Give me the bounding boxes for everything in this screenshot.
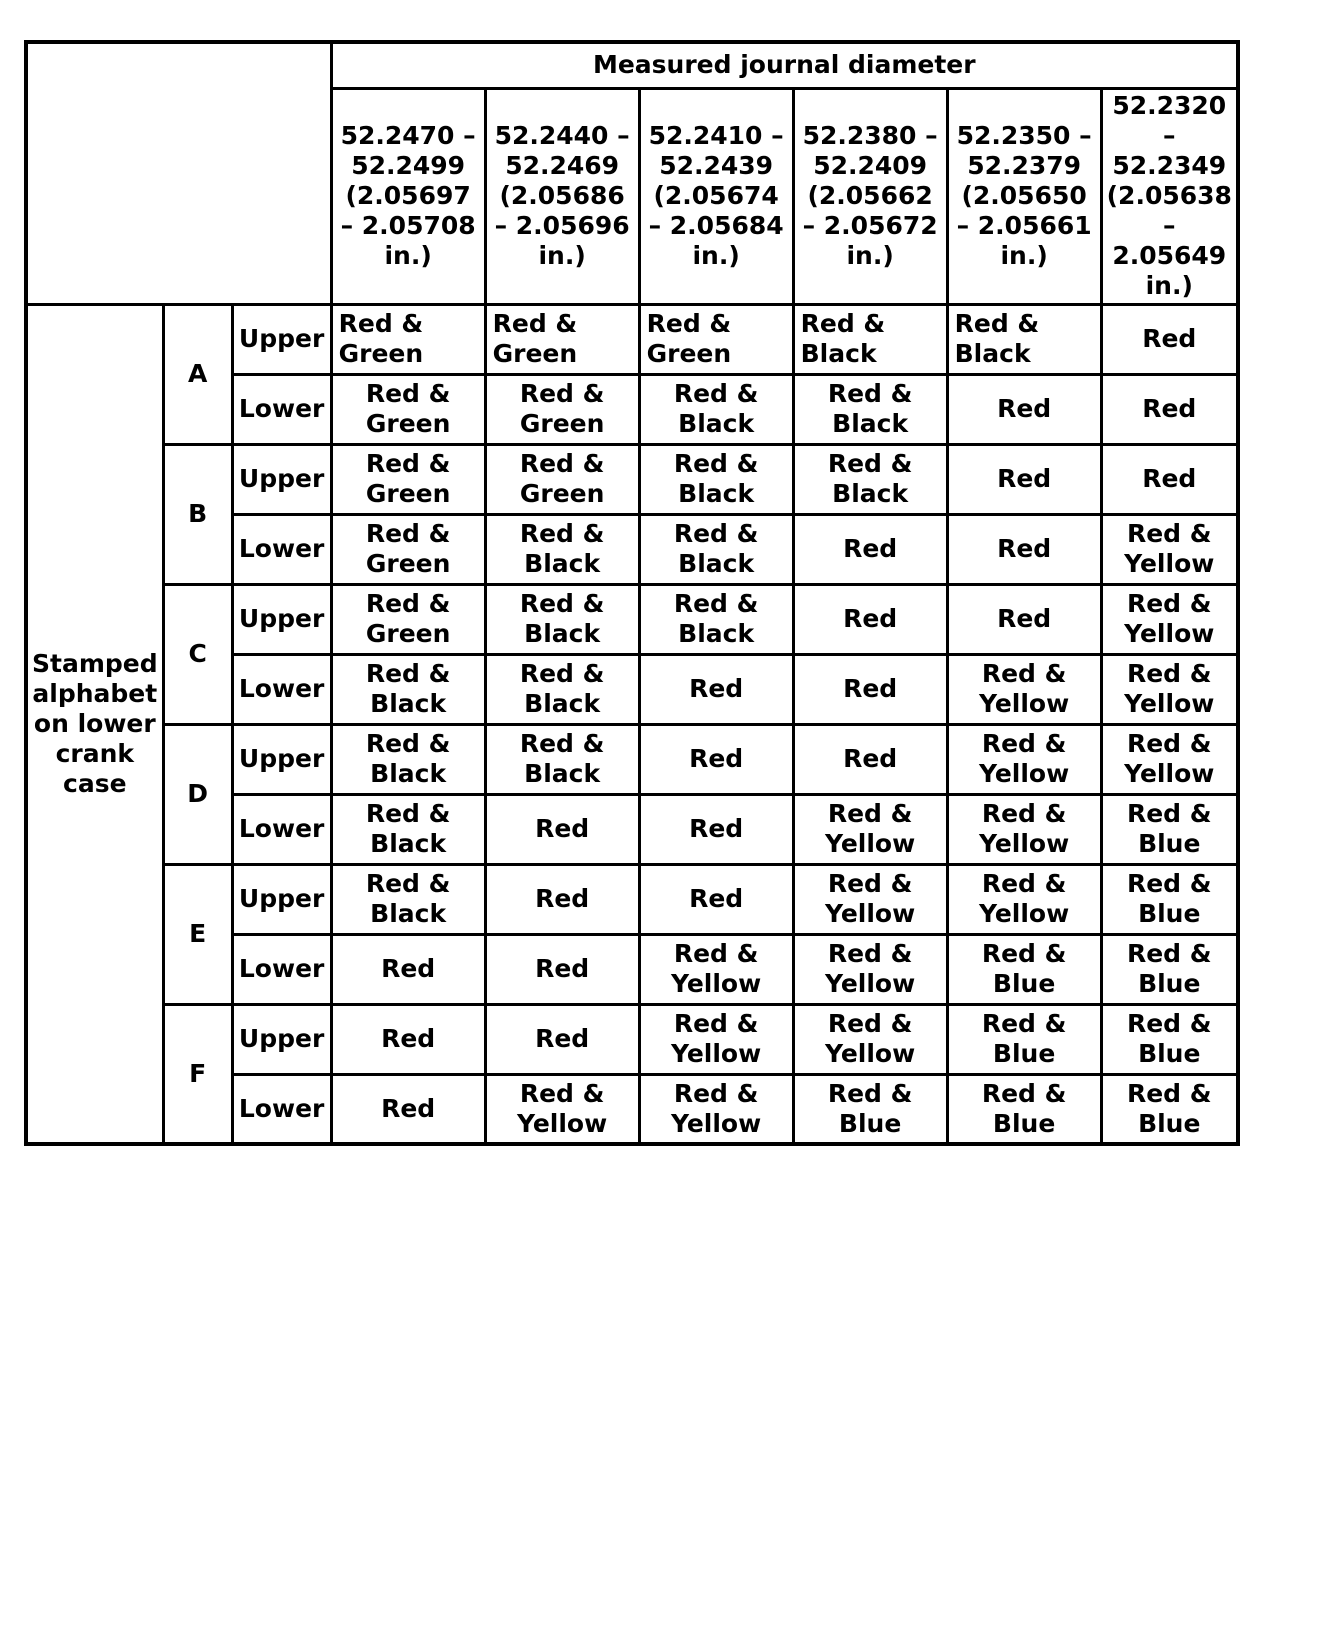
bearing-color-cell: Red & Blue bbox=[947, 1074, 1101, 1144]
bearing-color-cell: Red bbox=[331, 1074, 485, 1144]
bearing-position-cell: Lower bbox=[232, 374, 331, 444]
bearing-color-cell: Red bbox=[331, 934, 485, 1004]
bearing-color-cell: Red bbox=[1101, 444, 1238, 514]
bearing-color-cell: Red & Yellow bbox=[793, 934, 947, 1004]
bearing-color-cell: Red & Yellow bbox=[639, 934, 793, 1004]
bearing-color-cell: Red bbox=[331, 1004, 485, 1074]
bearing-color-cell: Red bbox=[947, 374, 1101, 444]
bearing-color-cell: Red bbox=[485, 934, 639, 1004]
bearing-color-cell: Red & Black bbox=[639, 514, 793, 584]
bearing-color-cell: Red & Green bbox=[331, 584, 485, 654]
bearing-color-cell: Red bbox=[639, 864, 793, 934]
bearing-color-cell: Red & Black bbox=[793, 304, 947, 374]
bearing-color-cell: Red & Blue bbox=[947, 1004, 1101, 1074]
bearing-color-cell: Red bbox=[485, 794, 639, 864]
bearing-color-cell: Red bbox=[485, 864, 639, 934]
bearing-color-cell: Red bbox=[793, 584, 947, 654]
bearing-position-cell: Upper bbox=[232, 1004, 331, 1074]
bearing-color-cell: Red & Green bbox=[639, 304, 793, 374]
bearing-color-cell: Red & Green bbox=[331, 374, 485, 444]
alphabet-letter-cell: C bbox=[163, 584, 232, 724]
bearing-color-cell: Red & Black bbox=[639, 374, 793, 444]
bearing-color-cell: Red & Green bbox=[485, 304, 639, 374]
bearing-color-cell: Red & Blue bbox=[947, 934, 1101, 1004]
bearing-color-cell: Red bbox=[947, 514, 1101, 584]
bearing-color-cell: Red & Black bbox=[639, 584, 793, 654]
bearing-color-cell: Red & Yellow bbox=[485, 1074, 639, 1144]
bearing-color-cell: Red & Black bbox=[639, 444, 793, 514]
diameter-column-header: 52.2320 – 52.2349 (2.05638 – 2.05649 in.) bbox=[1101, 88, 1238, 304]
diameter-column-header: 52.2380 – 52.2409 (2.05662 – 2.05672 in.) bbox=[793, 88, 947, 304]
bearing-position-cell: Upper bbox=[232, 304, 331, 374]
bearing-position-cell: Lower bbox=[232, 934, 331, 1004]
bearing-color-cell: Red bbox=[639, 794, 793, 864]
bearing-position-cell: Upper bbox=[232, 584, 331, 654]
bearing-color-cell: Red & Blue bbox=[793, 1074, 947, 1144]
bearing-color-cell: Red & Black bbox=[485, 514, 639, 584]
table-row bbox=[26, 304, 1238, 374]
diameter-column-header: 52.2410 – 52.2439 (2.05674 – 2.05684 in.) bbox=[639, 88, 793, 304]
bearing-color-cell: Red & Black bbox=[485, 584, 639, 654]
bearing-color-cell: Red bbox=[793, 724, 947, 794]
alphabet-letter-cell: E bbox=[163, 864, 232, 1004]
bearing-color-cell: Red & Yellow bbox=[1101, 724, 1238, 794]
measured-journal-diameter-header: Measured journal diameter bbox=[331, 42, 1238, 88]
bearing-color-cell: Red & Yellow bbox=[1101, 654, 1238, 724]
bearing-position-cell: Lower bbox=[232, 1074, 331, 1144]
bearing-color-cell: Red & Black bbox=[793, 374, 947, 444]
table-row bbox=[26, 584, 1238, 654]
alphabet-letter-cell: B bbox=[163, 444, 232, 584]
bearing-color-cell: Red & Yellow bbox=[793, 794, 947, 864]
bearing-position-cell: Lower bbox=[232, 794, 331, 864]
bearing-selection-table bbox=[24, 40, 1240, 1146]
stamped-alphabet-row-header: Stamped alphabet on lower crank case bbox=[26, 304, 163, 1144]
bearing-color-cell: Red & Green bbox=[331, 304, 485, 374]
bearing-color-cell: Red & Yellow bbox=[947, 724, 1101, 794]
bearing-position-cell: Upper bbox=[232, 724, 331, 794]
table-row bbox=[26, 724, 1238, 794]
bearing-color-cell: Red & Blue bbox=[1101, 864, 1238, 934]
bearing-color-cell: Red & Yellow bbox=[1101, 584, 1238, 654]
bearing-color-cell: Red bbox=[1101, 304, 1238, 374]
bearing-color-cell: Red & Black bbox=[793, 444, 947, 514]
bearing-color-cell: Red bbox=[639, 654, 793, 724]
table-row bbox=[26, 864, 1238, 934]
blank-corner-cell bbox=[26, 42, 331, 304]
bearing-position-cell: Lower bbox=[232, 654, 331, 724]
bearing-color-cell: Red & Blue bbox=[1101, 794, 1238, 864]
bearing-color-cell: Red & Black bbox=[331, 864, 485, 934]
bearing-color-cell: Red & Blue bbox=[1101, 1004, 1238, 1074]
alphabet-letter-cell: F bbox=[163, 1004, 232, 1144]
diameter-column-header: 52.2440 – 52.2469 (2.05686 – 2.05696 in.) bbox=[485, 88, 639, 304]
bearing-color-cell: Red & Black bbox=[485, 724, 639, 794]
diameter-column-header: 52.2470 – 52.2499 (2.05697 – 2.05708 in.) bbox=[331, 88, 485, 304]
bearing-position-cell: Lower bbox=[232, 514, 331, 584]
bearing-color-cell: Red & Black bbox=[947, 304, 1101, 374]
bearing-color-cell: Red & Black bbox=[485, 654, 639, 724]
bearing-color-cell: Red bbox=[793, 514, 947, 584]
bearing-color-cell: Red & Green bbox=[331, 514, 485, 584]
bearing-color-cell: Red & Black bbox=[331, 724, 485, 794]
bearing-position-cell: Upper bbox=[232, 864, 331, 934]
table-row bbox=[26, 444, 1238, 514]
bearing-color-cell: Red & Blue bbox=[1101, 1074, 1238, 1144]
bearing-color-cell: Red & Blue bbox=[1101, 934, 1238, 1004]
table-row bbox=[26, 1004, 1238, 1074]
bearing-color-cell: Red & Yellow bbox=[947, 864, 1101, 934]
bearing-color-cell: Red bbox=[639, 724, 793, 794]
bearing-color-cell: Red & Yellow bbox=[947, 654, 1101, 724]
bearing-color-cell: Red & Yellow bbox=[793, 864, 947, 934]
diameter-column-header: 52.2350 – 52.2379 (2.05650 – 2.05661 in.) bbox=[947, 88, 1101, 304]
bearing-color-cell: Red & Yellow bbox=[947, 794, 1101, 864]
bearing-color-cell: Red & Yellow bbox=[793, 1004, 947, 1074]
alphabet-letter-cell: A bbox=[163, 304, 232, 444]
alphabet-letter-cell: D bbox=[163, 724, 232, 864]
bearing-color-cell: Red bbox=[947, 444, 1101, 514]
bearing-color-cell: Red bbox=[485, 1004, 639, 1074]
bearing-color-cell: Red bbox=[947, 584, 1101, 654]
bearing-color-cell: Red & Black bbox=[331, 794, 485, 864]
bearing-color-cell: Red bbox=[793, 654, 947, 724]
bearing-color-cell: Red & Yellow bbox=[1101, 514, 1238, 584]
bearing-color-cell: Red & Yellow bbox=[639, 1004, 793, 1074]
bearing-color-cell: Red & Black bbox=[331, 654, 485, 724]
bearing-color-cell: Red bbox=[1101, 374, 1238, 444]
bearing-color-cell: Red & Yellow bbox=[639, 1074, 793, 1144]
bearing-color-cell: Red & Green bbox=[485, 374, 639, 444]
bearing-color-cell: Red & Green bbox=[485, 444, 639, 514]
bearing-color-cell: Red & Green bbox=[331, 444, 485, 514]
bearing-position-cell: Upper bbox=[232, 444, 331, 514]
